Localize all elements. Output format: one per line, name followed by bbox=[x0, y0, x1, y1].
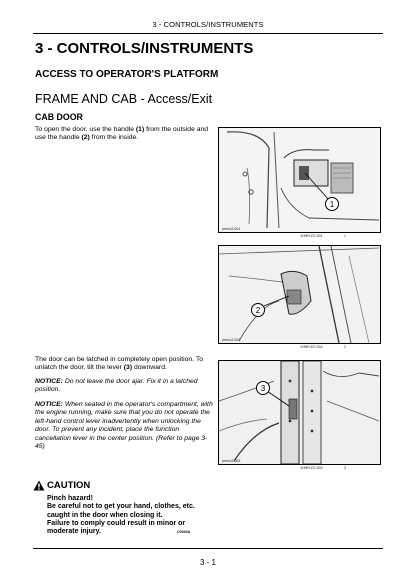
figure-3-reference: 1HHR-E2-003 bbox=[300, 466, 323, 470]
figure-1 bbox=[218, 127, 381, 233]
running-header: 3 - CONTROLS/INSTRUMENTS bbox=[152, 20, 264, 29]
callout-ref: (3) bbox=[123, 364, 133, 372]
footer-rule bbox=[33, 548, 383, 549]
intro-paragraph bbox=[35, 126, 213, 143]
notice-control-lever bbox=[35, 401, 213, 451]
notice-ajar bbox=[35, 378, 213, 395]
notice-text: Do not leave the door ajar. Fix it in a latched position. bbox=[35, 378, 198, 394]
figure-1-code: perho2-001 bbox=[222, 227, 241, 231]
notice-text: When seated in the operator's compartment, with the engine running, make sure that you do not operate the left-hand control lever inadvertently when unlocking the door. To prevent any incident, place the function cancellation lever in the center position. (Refer to page 3-45) bbox=[35, 401, 213, 451]
latch-text: downward. bbox=[132, 364, 167, 372]
figure-2-callout: 2 bbox=[255, 306, 261, 315]
figure-3 bbox=[218, 360, 381, 465]
warning-triangle-icon bbox=[33, 480, 45, 491]
subsection-title: CAB DOOR bbox=[35, 112, 83, 122]
callout-ref: (1) bbox=[135, 126, 145, 133]
figure-2 bbox=[218, 245, 381, 344]
figure-3-illustration bbox=[219, 361, 380, 464]
figure-1-callout: 1 bbox=[329, 200, 335, 209]
intro-text: from the outside and use the handle bbox=[35, 126, 209, 142]
figure-3-callout: 3 bbox=[260, 384, 266, 393]
latch-paragraph bbox=[35, 356, 213, 373]
caution-line: Failure to comply could result in minor or moderate injury. bbox=[47, 519, 186, 536]
figure-2-number: 2 bbox=[344, 345, 346, 349]
caution-heading bbox=[33, 480, 90, 491]
figure-3-number: 3 bbox=[344, 466, 346, 470]
caution-code: C0040A bbox=[177, 530, 191, 534]
figure-2-illustration bbox=[219, 246, 380, 343]
latch-text: The door can be latched in completely open position. To unlatch the door, tilt the lever bbox=[35, 356, 204, 372]
page-number: 3 - 1 bbox=[199, 558, 216, 567]
figure-3-code: perho2-003 bbox=[222, 459, 241, 463]
caution-line: Be careful not to get your hand, clothes, etc. caught in the door when closing it. bbox=[47, 503, 195, 519]
topic-title: FRAME AND CAB - Access/Exit bbox=[35, 92, 213, 106]
figure-2-reference: 1HHR-E2-002 bbox=[300, 345, 323, 349]
figure-1-reference: 1HHR-E2-001 bbox=[300, 234, 323, 238]
section-title: ACCESS TO OPERATOR'S PLATFORM bbox=[35, 69, 219, 80]
notice-label: NOTICE: bbox=[35, 401, 63, 408]
intro-text: from the inside. bbox=[89, 134, 139, 142]
figure-2-code: perho2-002 bbox=[222, 338, 241, 342]
caution-line: Pinch hazard! bbox=[47, 495, 93, 502]
callout-ref: (2) bbox=[81, 134, 90, 142]
intro-text: To open the door, use the handle bbox=[35, 126, 136, 133]
chapter-title: 3 - CONTROLS/INSTRUMENTS bbox=[35, 40, 254, 57]
notice-label: NOTICE: bbox=[35, 378, 63, 385]
figure-1-illustration bbox=[219, 128, 380, 232]
header-rule bbox=[33, 33, 383, 34]
figure-1-number: 1 bbox=[344, 234, 346, 238]
caution-label: CAUTION bbox=[47, 480, 91, 491]
